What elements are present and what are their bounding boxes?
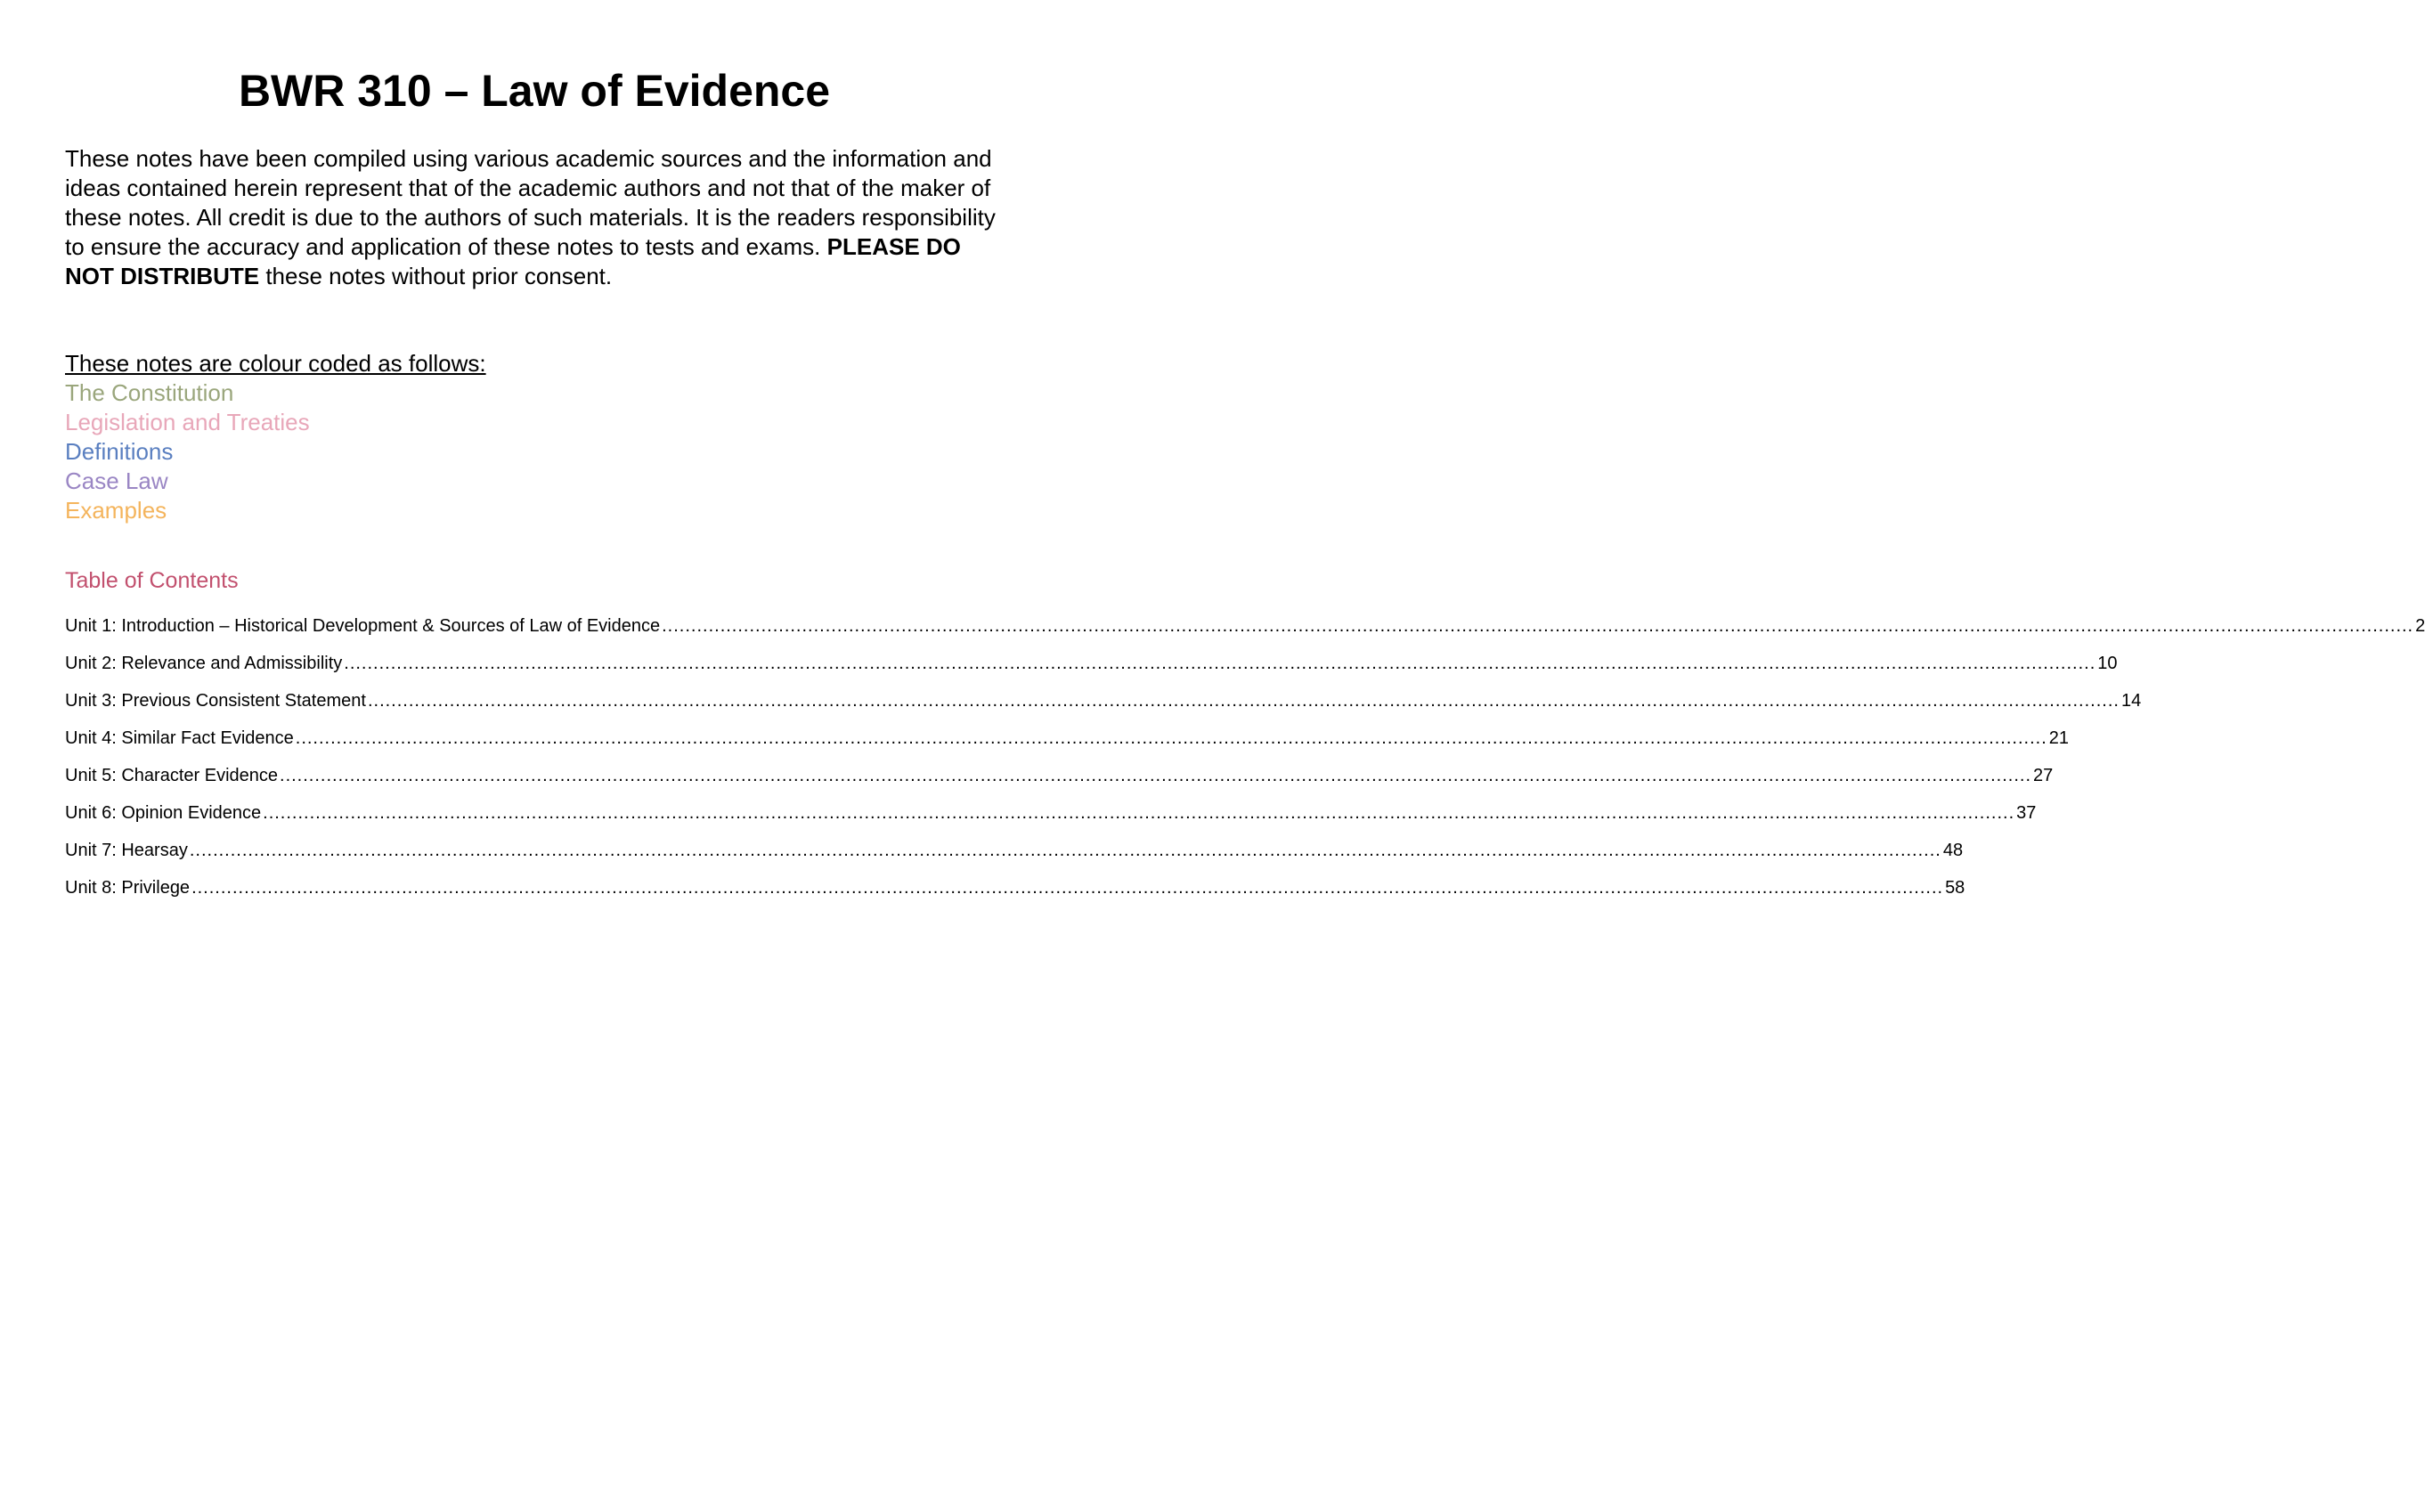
toc-entry-unit-8[interactable] (65, 875, 1965, 913)
toc-entry-page: 10 (2097, 654, 2118, 673)
toc-entry-unit-7[interactable] (65, 838, 1964, 875)
toc-entry-unit-5[interactable] (65, 763, 2054, 801)
toc-dot-leader: ............................................................................................................................................................................................................................................................................................................ (191, 878, 1944, 898)
toc-dot-leader: ............................................................................................................................................................................................................................................................................................................ (280, 766, 2032, 785)
toc-entry-page: 27 (2033, 766, 2054, 785)
table-of-contents (65, 614, 2425, 913)
colour-legend (65, 349, 1009, 525)
toc-dot-leader: ............................................................................................................................................................................................................................................................................................................ (662, 616, 2414, 636)
toc-entry-title: Unit 7: Hearsay (65, 841, 188, 860)
legend-item-case-law: Case Law (65, 467, 168, 494)
toc-entry-page: 58 (1945, 878, 1965, 898)
toc-entry-title: Unit 8: Privilege (65, 878, 191, 898)
toc-dot-leader: ............................................................................................................................................................................................................................................................................................................ (367, 691, 2120, 711)
toc-entry-title: Unit 6: Opinion Evidence (65, 803, 262, 823)
legend-item-constitution: The Constitution (65, 379, 234, 406)
document-title: BWR 310 – Law of Evidence (238, 66, 831, 116)
intro-paragraph (65, 144, 1009, 291)
toc-entry-page: 21 (2048, 728, 2070, 748)
toc-dot-leader: ............................................................................................................................................................................................................................................................................................................ (295, 728, 2047, 748)
intro-bold-warning: PLEASE DO NOT DISTRIBUTE (65, 233, 961, 289)
toc-heading: Table of Contents (65, 568, 239, 593)
legend-item-legislation: Legislation and Treaties (65, 409, 310, 435)
toc-entry-unit-3[interactable] (65, 688, 2142, 726)
legend-item-examples: Examples (65, 497, 167, 524)
toc-dot-leader: ............................................................................................................................................................................................................................................................................................................ (263, 803, 2015, 823)
toc-dot-leader: ............................................................................................................................................................................................................................................................................................................ (344, 654, 2096, 673)
toc-entry-unit-2[interactable] (65, 651, 2118, 688)
legend-item-definitions: Definitions (65, 438, 174, 465)
intro-text-start: These notes have been compiled using various academic sources and the information and ideas contained herein represent that of the academic authors and not that of the maker of these notes. All credit is due to the authors of such materials. It is the readers responsibility to ensure the accuracy and application of these notes to tests and exams. (65, 145, 996, 260)
toc-entry-title: Unit 4: Similar Fact Evidence (65, 728, 294, 748)
toc-entry-unit-4[interactable] (65, 726, 2070, 763)
toc-entry-title: Unit 2: Relevance and Admissibility (65, 654, 343, 673)
toc-entry-title: Unit 5: Character Evidence (65, 766, 279, 785)
toc-entry-title: Unit 1: Introduction – Historical Development & Sources of Law of Evidence (65, 616, 661, 636)
toc-entry-title: Unit 3: Previous Consistent Statement (65, 691, 366, 711)
toc-entry-unit-6[interactable] (65, 801, 2037, 838)
toc-entry-page: 14 (2120, 691, 2142, 711)
toc-entry-page: 2 (2415, 616, 2425, 636)
toc-dot-leader: ............................................................................................................................................................................................................................................................................................................ (189, 841, 1941, 860)
intro-text-end: these notes without prior consent. (259, 263, 613, 289)
toc-entry-page: 37 (2016, 803, 2037, 823)
toc-entry-page: 48 (1942, 841, 1964, 860)
legend-heading: These notes are colour coded as follows: (65, 350, 486, 377)
toc-entry-unit-1[interactable] (65, 614, 2425, 651)
